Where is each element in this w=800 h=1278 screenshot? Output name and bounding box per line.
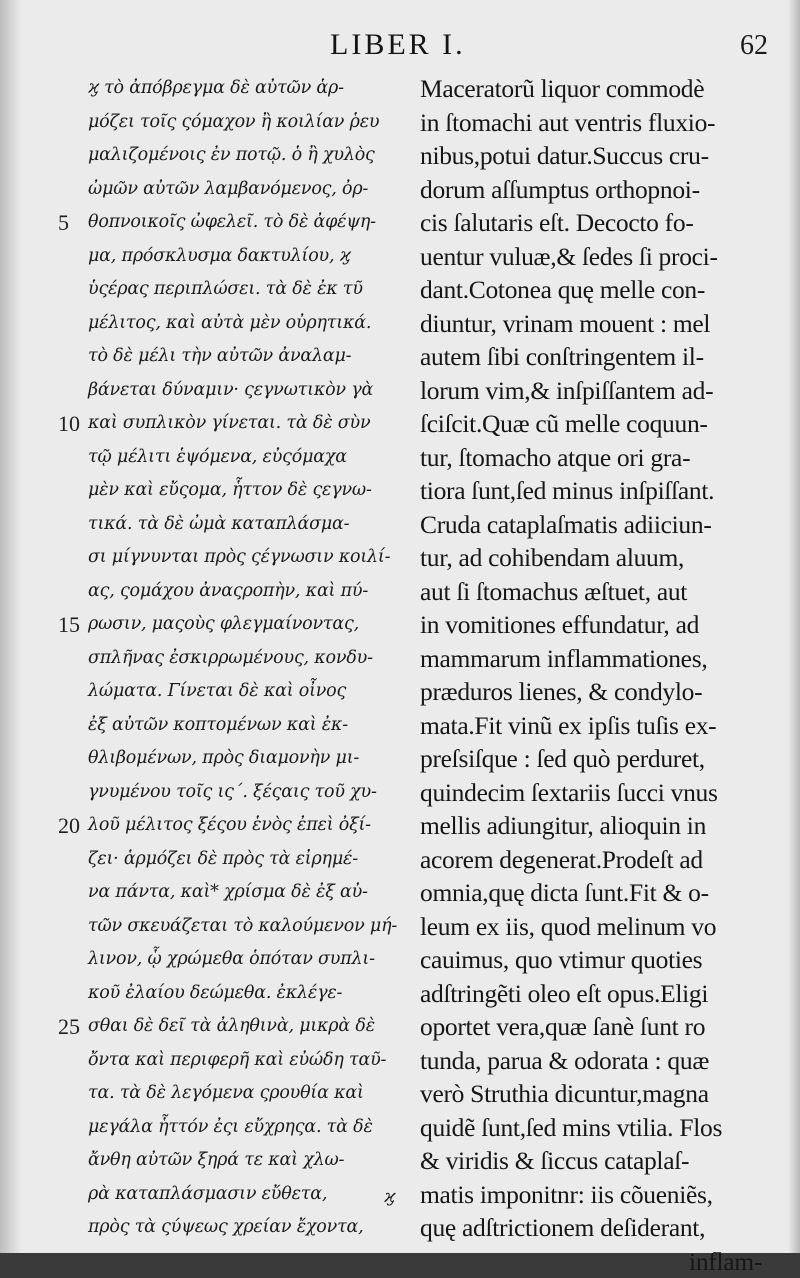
greek-text-line: θλιβομένων, πρὸς διαμονὴν μι- bbox=[88, 742, 406, 776]
margin-line-number: 20 bbox=[58, 813, 80, 839]
greek-text-line: ὄντα καὶ περιφερῆ καὶ εὐώδη ταῦ- bbox=[88, 1044, 406, 1078]
latin-text-line: dant.Cotonea quę melle con- bbox=[420, 273, 762, 307]
greek-text-line: ϗ τὸ ἀπόβρεγμα δὲ αὐτῶν ἁρ- bbox=[88, 72, 406, 106]
greek-text-line: βάνεται δύναμιν· ςεγνωτικὸν γὰ bbox=[88, 374, 406, 408]
greek-text-line: γνυμένου τοῖς ις΄. ξέςαις τοῦ χυ- bbox=[88, 776, 406, 810]
greek-text-line: κοῦ ἐλαίου δεώμεθα. ἐκλέγε- bbox=[88, 977, 406, 1011]
greek-text-line: λώματα. Γίνεται δὲ καὶ οἶνος bbox=[88, 675, 406, 709]
page-shadow-left bbox=[0, 0, 22, 1253]
greek-text-line: ας, ςομάχου ἀναςροπὴν, καὶ πύ- bbox=[88, 575, 406, 609]
latin-text-line: oportet vera,quæ ſanè ſunt ro bbox=[420, 1010, 762, 1044]
latin-text-line: leum ex iis, quod melinum vo bbox=[420, 910, 762, 944]
greek-text-column bbox=[88, 72, 406, 1245]
latin-text-line: cauimus, quo vtimur quoties bbox=[420, 943, 762, 977]
latin-text-line: verò Struthia dicuntur,magna bbox=[420, 1077, 762, 1111]
latin-text-line: cis ſalutaris eſt. Decoctо fo- bbox=[420, 206, 762, 240]
latin-text-line: adſtringẽti oleo eſt opus.Eligi bbox=[420, 977, 762, 1011]
greek-text-line: μα, πρόσκλυσμα δακτυλίου, ϗ bbox=[88, 240, 406, 274]
latin-text-line: in vomitiones effundatur, ad bbox=[420, 608, 762, 642]
latin-text-line: Maceratorũ liquor commodè bbox=[420, 72, 762, 106]
latin-text-line: tur, ſtomacho atque ori gra- bbox=[420, 441, 762, 475]
running-head-title: LIBER I. bbox=[330, 28, 466, 62]
latin-text-line: lorum vim,& inſpiſſantem ad- bbox=[420, 374, 762, 408]
latin-text-line: inflam- bbox=[420, 1245, 762, 1278]
latin-text-line: quindecim ſextariis ſucci vnus bbox=[420, 776, 762, 810]
page-shadow-right bbox=[788, 0, 800, 1253]
greek-text-line: ὠμῶν αὐτῶν λαμβανόμενος, ὀρ- bbox=[88, 173, 406, 207]
greek-text-line: καὶ συπλικὸν γίνεται. τὰ δὲ σὺν bbox=[88, 407, 406, 441]
greek-text-line: ρὰ καταπλάσμασιν εὔθετα, bbox=[88, 1178, 406, 1212]
latin-text-line: Cruda cataplaſmatis adiiciun- bbox=[420, 508, 762, 542]
greek-text-line: να πάντα, καὶ* χρίσμα δὲ ἐξ αὐ- bbox=[88, 876, 406, 910]
latin-text-line: matis imponitnr: iis cõueniẽs, bbox=[420, 1178, 762, 1212]
latin-text-line: ſciſcit.Quæ cũ melle coquun- bbox=[420, 407, 762, 441]
greek-text-line: ζει· ἁρμόζει δὲ πρὸς τὰ εἰρημέ- bbox=[88, 843, 406, 877]
page-number: 62 bbox=[740, 30, 768, 62]
latin-text-line: preſsiſque : ſed quò perduret, bbox=[420, 742, 762, 776]
greek-text-line: ὑςέρας περιπλώσει. τὰ δὲ ἐκ τῦ bbox=[88, 273, 406, 307]
latin-text-line: diuntur, vrinam mouent : mel bbox=[420, 307, 762, 341]
latin-text-line: tunda, parua & odorata : quæ bbox=[420, 1044, 762, 1078]
latin-text-column bbox=[420, 72, 762, 1278]
greek-text-line: τα. τὰ δὲ λεγόμενα ςρουθία καὶ bbox=[88, 1077, 406, 1111]
running-head bbox=[0, 28, 800, 64]
greek-text-line: λινον, ᾧ χρώμεθα ὁπόταν συπλι- bbox=[88, 943, 406, 977]
latin-text-line: tur, ad cohibendam aluum, bbox=[420, 541, 762, 575]
greek-text-line: μέλιτος, καὶ αὐτὰ μὲν οὐρητικά. bbox=[88, 307, 406, 341]
latin-text-line: autem ſibi conſtringentem il- bbox=[420, 340, 762, 374]
margin-line-number: 25 bbox=[58, 1014, 80, 1040]
latin-text-line: mata.Fit vinũ ex ipſis tuſis ex- bbox=[420, 709, 762, 743]
greek-text-line: σπλῆνας ἐσκιρρωμένους, κονδυ- bbox=[88, 642, 406, 676]
latin-text-line: uentur vuluæ,& ſedes ſi proci- bbox=[420, 240, 762, 274]
latin-text-line: dorum aſſumptus orthopnoi- bbox=[420, 173, 762, 207]
greek-text-line: τικά. τὰ δὲ ὠμὰ καταπλάσμα- bbox=[88, 508, 406, 542]
margin-line-number: 5 bbox=[58, 210, 69, 236]
greek-text-line: σθαι δὲ δεῖ τὰ ἀληθινὰ, μικρὰ δὲ bbox=[88, 1010, 406, 1044]
greek-text-line: πρὸς τὰ ςύψεως χρείαν ἔχοντα, bbox=[88, 1211, 406, 1245]
greek-text-line: θοπνοικοῖς ὠφελεῖ. τὸ δὲ ἀφέψη- bbox=[88, 206, 406, 240]
margin-line-number: 10 bbox=[58, 411, 80, 437]
greek-text-line: ρωσιν, μαςοὺς φλεγμαίνοντας, bbox=[88, 608, 406, 642]
latin-text-line: acorem degenerat.Prodeſt ad bbox=[420, 843, 762, 877]
greek-text-line: μαλιζομένοις ἐν ποτῷ. ὁ ἢ χυλὸς bbox=[88, 139, 406, 173]
greek-text-line: τῶν σκευάζεται τὸ καλούμενον μή- bbox=[88, 910, 406, 944]
margin-line-number: 15 bbox=[58, 612, 80, 638]
greek-text-line: σι μίγνυνται πρὸς ςέγνωσιν κοιλί- bbox=[88, 541, 406, 575]
latin-text-line: & viridis & ſiccus cataplaſ- bbox=[420, 1144, 762, 1178]
latin-text-line: præduros lienes, & condylo- bbox=[420, 675, 762, 709]
greek-text-line: μὲν καὶ εὔςομα, ἧττον δὲ ςεγνω- bbox=[88, 474, 406, 508]
greek-text-line: ἄνθη αὐτῶν ξηρά τε καὶ χλω- bbox=[88, 1144, 406, 1178]
latin-text-line: quę adſtrictionem deſiderant, bbox=[420, 1211, 762, 1245]
greek-text-line: μεγάλα ἧττόν ἐςι εὔχρηςα. τὰ δὲ bbox=[88, 1111, 406, 1145]
latin-text-line: tiora ſunt,ſed minus inſpiſſant. bbox=[420, 474, 762, 508]
greek-text-line: λοῦ μέλιτος ξέςου ἑνὸς ἐπεὶ ὀξί- bbox=[88, 809, 406, 843]
greek-text-line: μόζει τοῖς ςόμαχον ἢ κοιλίαν ῥευ bbox=[88, 106, 406, 140]
latin-text-line: aut ſi ſtomachus æſtuet, aut bbox=[420, 575, 762, 609]
greek-text-line: τὸ δὲ μέλι τὴν αὐτῶν ἀναλαμ- bbox=[88, 340, 406, 374]
latin-text-line: mellis adiungitur, alioquin in bbox=[420, 809, 762, 843]
latin-text-line: mammarum inflammationes, bbox=[420, 642, 762, 676]
greek-catchword: ϗ bbox=[384, 1186, 395, 1207]
latin-text-line: in ſtomachi aut ventris fluxio- bbox=[420, 106, 762, 140]
greek-text-line: ἐξ αὐτῶν κοπτομένων καὶ ἐκ- bbox=[88, 709, 406, 743]
latin-text-line: omnia,quę dicta ſunt.Fit & o- bbox=[420, 876, 762, 910]
latin-text-line: quidẽ ſunt,ſed mins vtilia. Flos bbox=[420, 1111, 762, 1145]
latin-text-line: nibus,potui datur.Succus cru- bbox=[420, 139, 762, 173]
greek-text-line: τῷ μέλιτι ἑψόμενα, εὐςόμαχα bbox=[88, 441, 406, 475]
